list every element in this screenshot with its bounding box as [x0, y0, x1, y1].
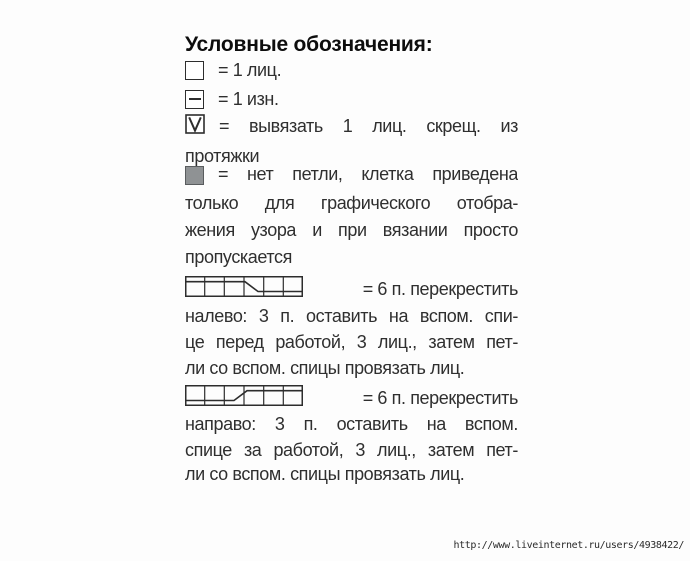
legend-item-text-line: це перед работой, 3 лиц., затем пет- — [185, 332, 518, 352]
legend-item-label: = вывязать 1 лиц. скрещ. из — [219, 116, 518, 136]
legend-item-text-line: ли со вспом. спицы провязать лиц. — [185, 358, 465, 378]
legend-item-label: = 1 лиц. — [218, 60, 282, 80]
empty-square-icon — [185, 61, 204, 80]
legend-item-text-line: направо: 3 п. оставить на вспом. — [185, 414, 518, 434]
legend-item-text-line: ли со вспом. спицы провязать лиц. — [185, 464, 465, 484]
dash-mark — [189, 98, 201, 100]
legend-item-label: = 1 изн. — [218, 89, 279, 109]
cable-6-left-icon — [185, 276, 303, 303]
legend-item-text-line: спице за работой, 3 лиц., затем пет- — [185, 440, 518, 460]
legend-item-cable-left — [185, 277, 518, 301]
legend-item-purl — [185, 88, 518, 110]
legend-item-label: = нет петли, клетка приведена — [218, 164, 518, 184]
legend-item-label: = 6 п. перекрестить — [362, 388, 518, 408]
page-title: Условные обозначения: — [185, 33, 433, 56]
legend-item-text-line: только для графического отобра- — [185, 193, 518, 213]
legend-item-crossed-knit — [185, 116, 518, 138]
dash-square-icon — [185, 90, 204, 109]
v-square-icon — [185, 114, 205, 140]
watermark-url: http://www.liveinternet.ru/users/4938422/ — [453, 540, 684, 551]
legend-item-knit — [185, 59, 518, 81]
cable-6-right-icon — [185, 385, 303, 412]
legend-item-cable-right — [185, 386, 518, 410]
legend-item-text-line: налево: 3 п. оставить на вспом. спи- — [185, 306, 518, 326]
legend-item-no-stitch — [185, 164, 518, 186]
legend-item-label: = 6 п. перекрестить — [362, 279, 518, 299]
legend-item-text-line: пропускается — [185, 247, 292, 267]
no-stitch-square-icon — [185, 166, 204, 185]
legend-item-text-line: жения узора и при вязании просто — [185, 220, 518, 240]
legend-item-text-line: протяжки — [185, 146, 260, 166]
